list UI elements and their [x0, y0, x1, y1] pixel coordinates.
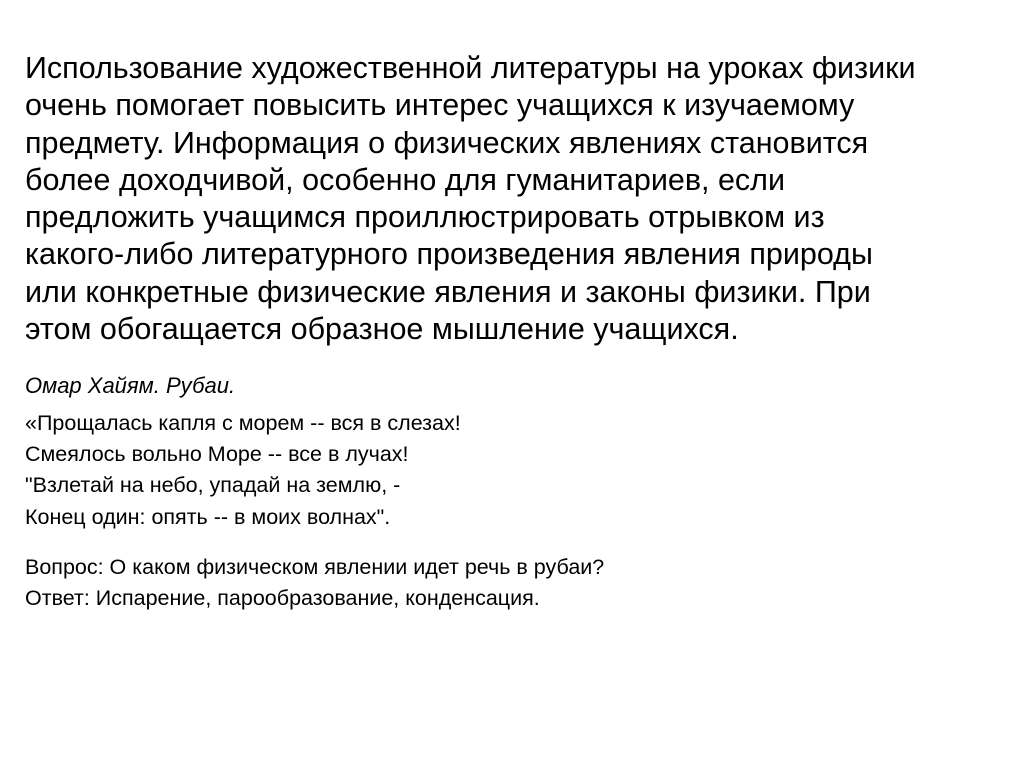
intro-line: какого-либо литературного произведения явления природы [25, 237, 873, 272]
poem-line: «Прощалась капля с морем -- вся в слезах! [25, 411, 461, 435]
poem-line: Конец один: опять -- в моих волнах". [25, 504, 391, 529]
poem-author: Омар Хайям. Рубаи. [25, 373, 236, 398]
question-answer [25, 552, 604, 614]
poem-line: Смеялось вольно Море -- все в лучах! [25, 442, 409, 467]
intro-line: или конкретные физические явления и законы физики. При [25, 274, 871, 309]
question-text: Вопрос: О каком физическом явлении идет речь в рубаи? [25, 555, 605, 579]
intro-paragraph [25, 50, 1020, 348]
poem-line: "Взлетай на небо, упадай на землю, - [25, 473, 401, 498]
poem-verse [25, 408, 461, 533]
intro-line: предложить учащимся проиллюстрировать отрывком из [25, 200, 825, 235]
intro-line: очень помогает повысить интерес учащихся к изучаемому [25, 88, 855, 123]
intro-line: предмету. Информация о физических явлениях становится [25, 125, 869, 160]
intro-line: более доходчивой, особенно для гуманитариев, если [25, 162, 786, 197]
answer-text: Ответ: Испарение, парообразование, конденсация. [25, 586, 540, 611]
intro-line: этом обогащается образное мышление учащихся. [25, 312, 739, 347]
intro-line: Использование художественной литературы на уроках физики [25, 51, 916, 85]
